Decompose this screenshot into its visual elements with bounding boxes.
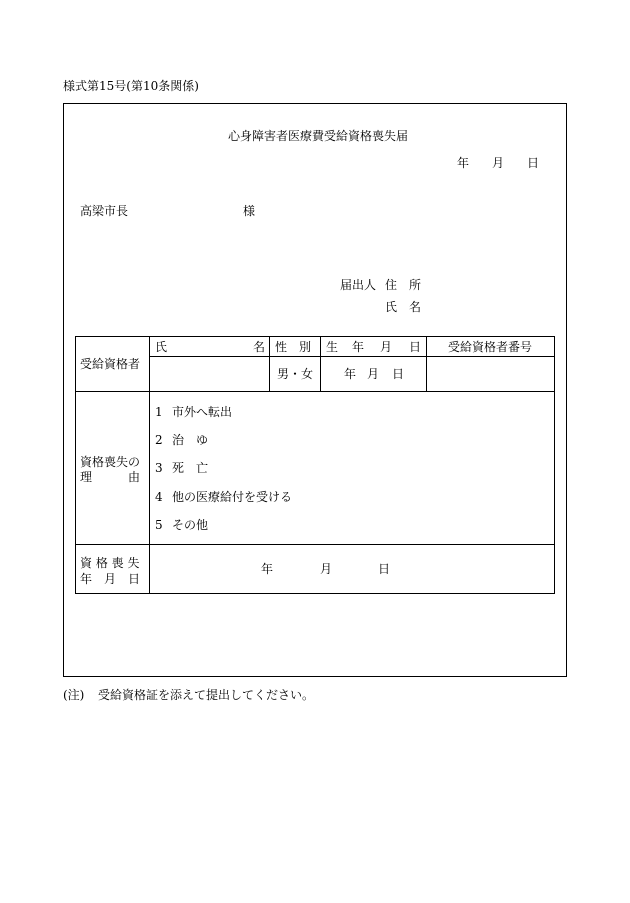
eligible-person-label: 受給資格者 xyxy=(80,357,141,371)
loss-date-label-line1: 資 格 喪 失 xyxy=(80,556,140,570)
birth-col-year: 年 xyxy=(352,340,365,354)
col-divider-sex xyxy=(269,336,270,392)
birth-value-day: 日 xyxy=(392,367,405,381)
loss-date-year: 年 xyxy=(261,562,274,576)
birth-col-day: 日 xyxy=(409,340,422,354)
date-month-label: 月 xyxy=(492,156,505,170)
reason-1-num: 1 xyxy=(155,405,163,419)
birth-value-year: 年 xyxy=(344,367,357,381)
reason-2-num: 2 xyxy=(155,433,163,447)
row-divider-reason xyxy=(75,391,555,392)
reason-2-text: 治 ゆ xyxy=(172,433,209,447)
loss-reason-label-line2: 理 由 xyxy=(80,470,141,484)
sex-col-header: 性 別 xyxy=(275,340,312,354)
reason-5-num: 5 xyxy=(155,518,163,532)
applicant-label: 届出人 xyxy=(340,278,377,292)
reason-4-num: 4 xyxy=(155,490,163,504)
applicant-name-label: 氏 名 xyxy=(385,300,422,314)
col-divider-birth xyxy=(320,336,321,392)
birth-col-month: 月 xyxy=(380,340,393,354)
number-col-header: 受給資格者番号 xyxy=(448,340,533,354)
reason-1-text: 市外へ転出 xyxy=(172,405,233,419)
applicant-address-label: 住 所 xyxy=(385,278,422,292)
loss-date-label-line2: 年 月 日 xyxy=(80,572,141,586)
reason-3-text: 死 亡 xyxy=(172,461,209,475)
loss-date-day: 日 xyxy=(378,562,391,576)
sex-value: 男・女 xyxy=(277,367,314,381)
addressee-honorific: 様 xyxy=(243,204,256,218)
form-number: 様式第15号(第10条関係) xyxy=(63,79,199,93)
form-title: 心身障害者医療費受給資格喪失届 xyxy=(228,129,409,143)
birth-col-label: 生 xyxy=(326,340,339,354)
date-day-label: 日 xyxy=(527,156,540,170)
eligibility-table xyxy=(75,336,555,594)
reason-5-text: その他 xyxy=(172,518,209,532)
reason-4-text: 他の医療給付を受ける xyxy=(172,490,293,504)
loss-reason-label-line1: 資格喪失の xyxy=(80,455,141,469)
loss-date-month: 月 xyxy=(320,562,333,576)
reason-3-num: 3 xyxy=(155,461,163,475)
col-divider-label xyxy=(149,336,150,594)
name-col-right: 名 xyxy=(253,340,266,354)
row-divider-date xyxy=(75,544,555,545)
date-year-label: 年 xyxy=(457,156,470,170)
addressee-name: 高梁市長 xyxy=(80,204,129,218)
note-text: 受給資格証を添えて提出してください。 xyxy=(98,688,315,702)
name-col-left: 氏 xyxy=(155,340,168,354)
col-divider-number xyxy=(426,336,427,392)
note-label: (注) xyxy=(63,688,85,702)
row-divider-header xyxy=(149,356,554,357)
birth-value-month: 月 xyxy=(367,367,380,381)
